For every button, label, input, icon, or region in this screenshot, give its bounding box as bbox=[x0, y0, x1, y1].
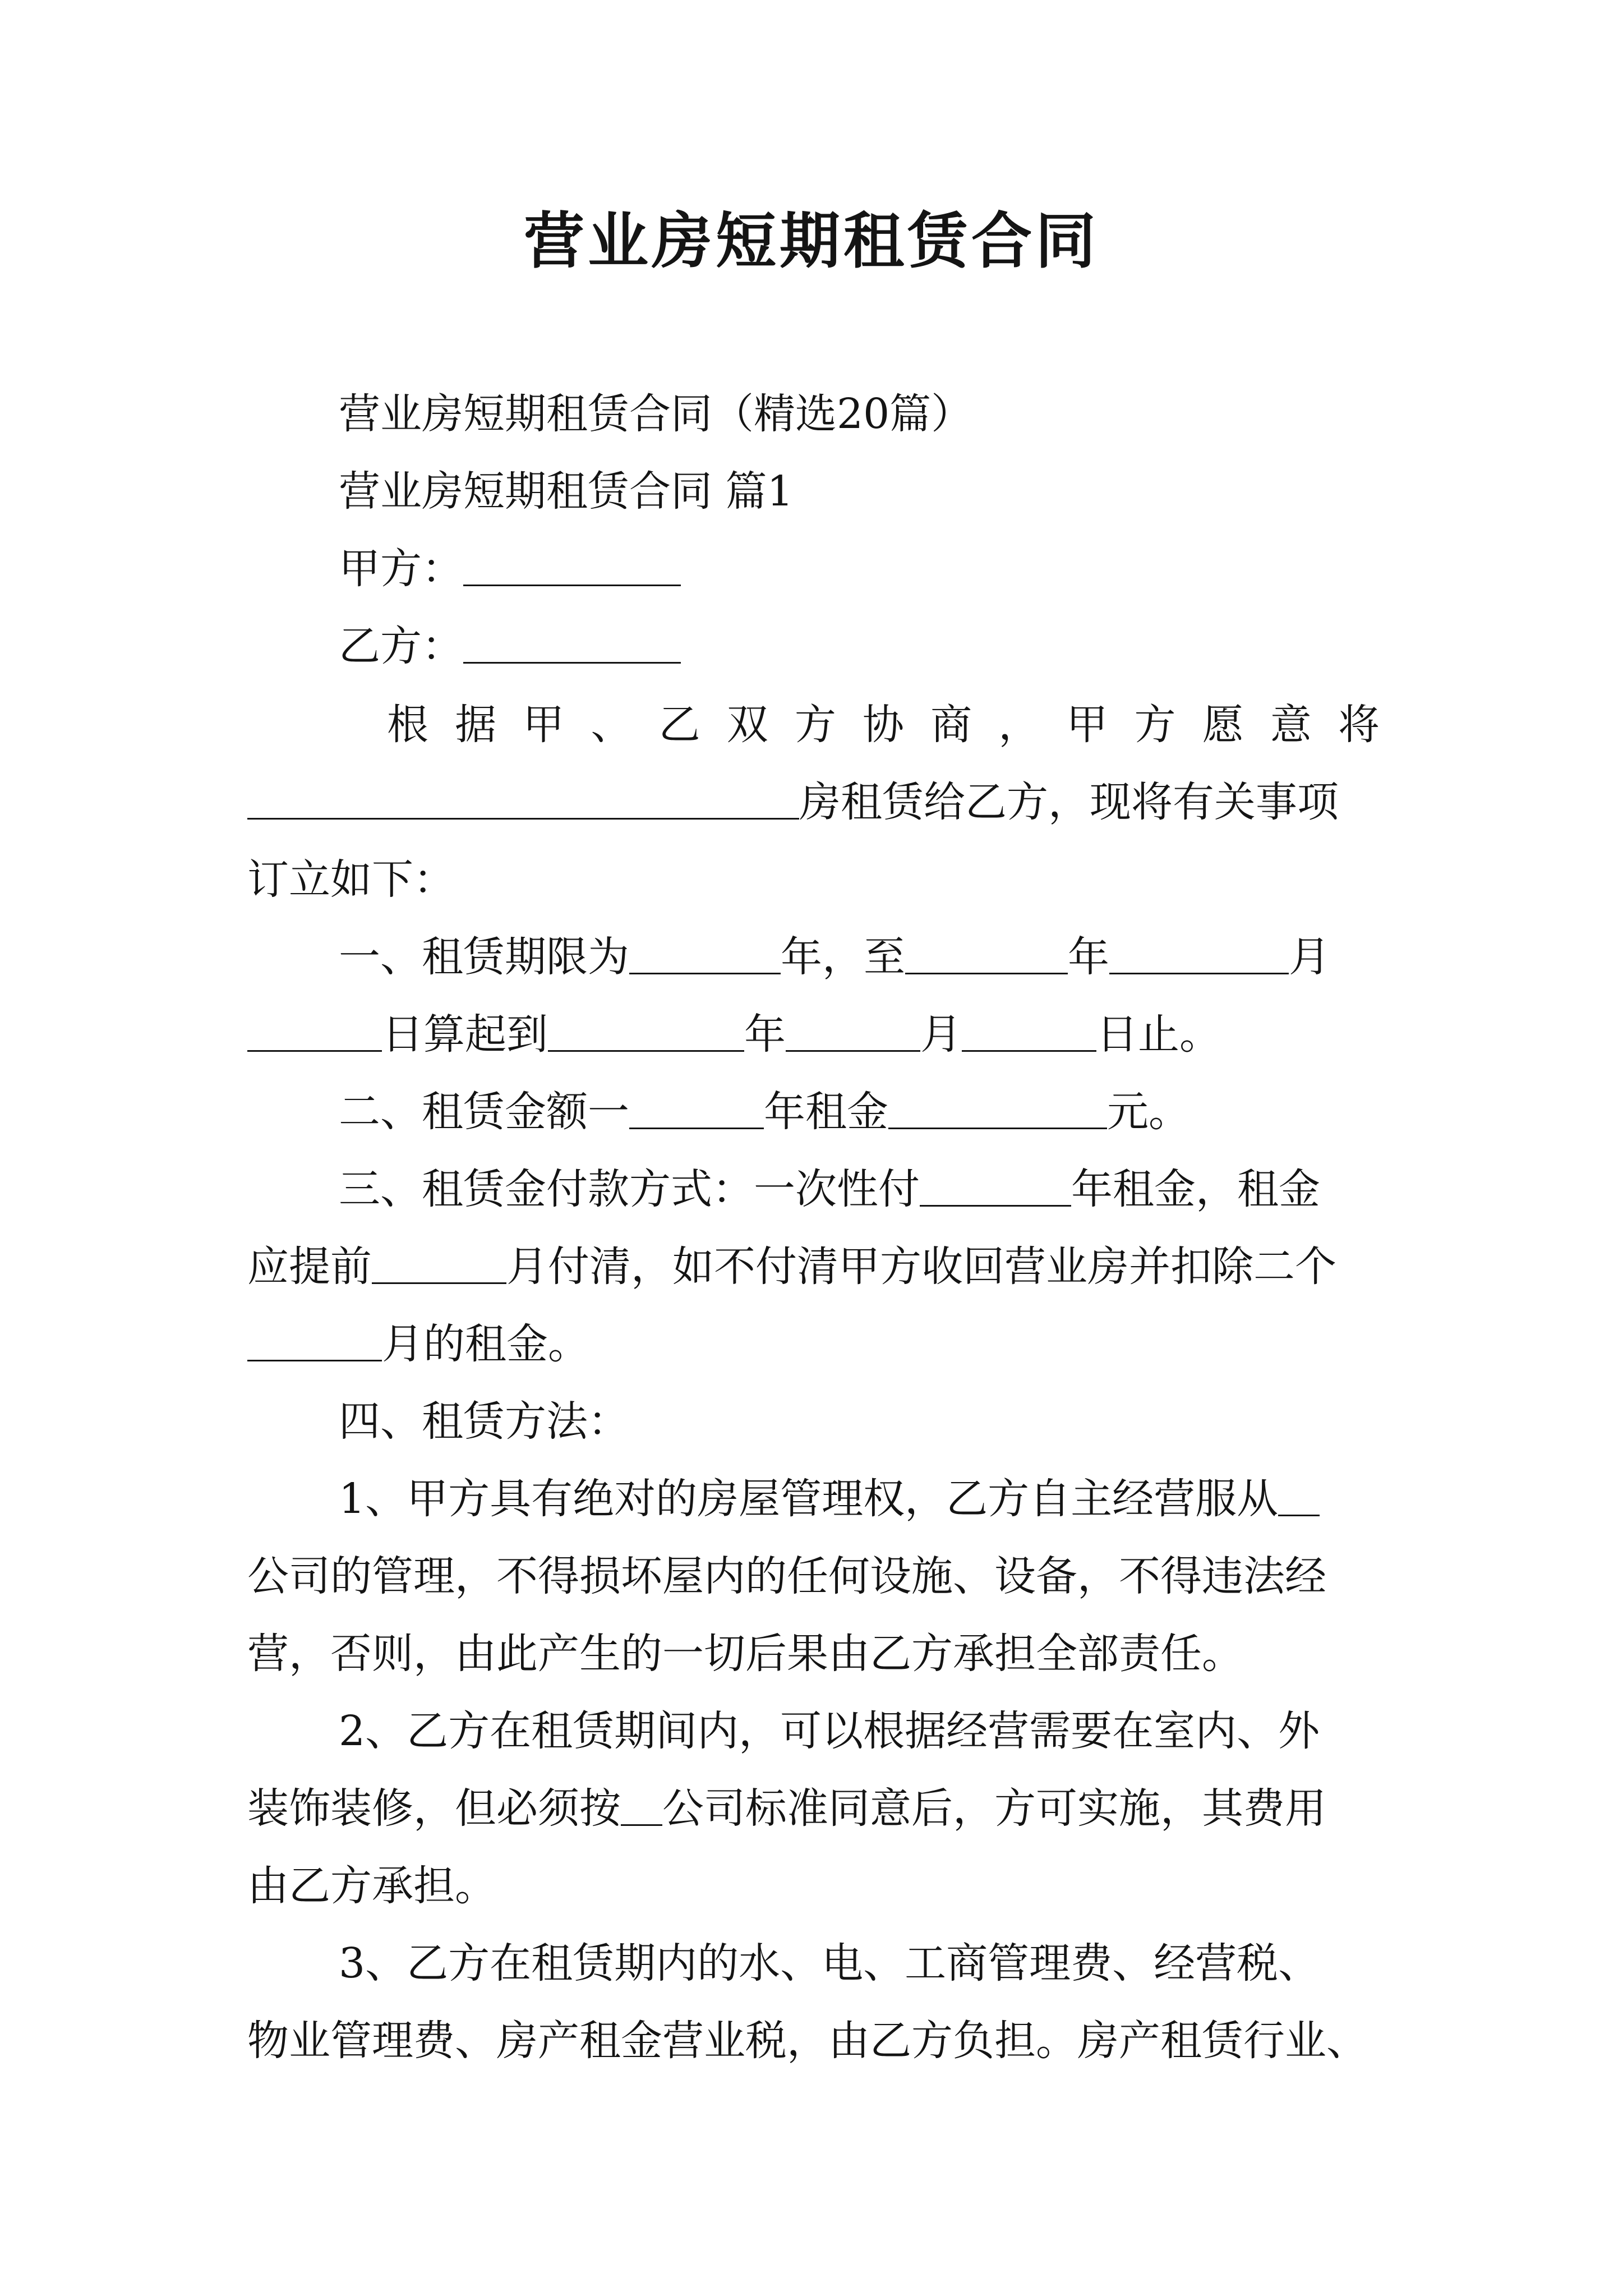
spaced-char: 愿 bbox=[1202, 701, 1244, 749]
party-a-label: 甲方： bbox=[339, 545, 463, 593]
clause-text: 一、租赁期限为 bbox=[339, 933, 629, 981]
spaced-char: 商 bbox=[930, 701, 972, 749]
end-month-blank bbox=[786, 1018, 920, 1052]
spaced-char: 、 bbox=[591, 701, 633, 749]
paragraph-text: 订立如下： bbox=[247, 855, 455, 904]
clause-text: 元。 bbox=[1107, 1088, 1190, 1136]
clause-item-line bbox=[0, 1859, 1623, 1913]
party-a-line bbox=[0, 542, 1623, 596]
clause-item-line bbox=[0, 1472, 1623, 1526]
party-b-label: 乙方： bbox=[339, 622, 463, 670]
clause-text: 年 bbox=[744, 1010, 786, 1059]
clause-payment-line bbox=[0, 1162, 1623, 1216]
clause-item-line bbox=[0, 1936, 1623, 1990]
start-month-blank bbox=[1109, 940, 1289, 974]
clause-text: 三、租赁金付款方式：一次性付 bbox=[339, 1165, 920, 1213]
clause-text: 3、乙方在租赁期内的水、电、工商管理费、经营税、 bbox=[339, 1939, 1320, 1987]
end-year-blank bbox=[548, 1018, 744, 1052]
payment-years-blank bbox=[920, 1172, 1071, 1207]
clause-text: 年租金 bbox=[764, 1088, 888, 1136]
clause-text: 年 bbox=[1068, 933, 1109, 981]
clause-text: 物业管理费、房产租金营业税，由乙方负担。房产租赁行业、 bbox=[247, 2017, 1368, 2065]
clause-item-line bbox=[0, 1549, 1623, 1603]
term-years-blank bbox=[629, 940, 781, 974]
spaced-char: 方 bbox=[1134, 701, 1176, 749]
section-heading bbox=[0, 464, 1623, 518]
spaced-paragraph-line bbox=[387, 698, 1380, 752]
start-year-blank bbox=[905, 940, 1068, 974]
paragraph-line bbox=[0, 853, 1623, 907]
clause-text: 年租金，租金 bbox=[1071, 1165, 1320, 1213]
spaced-char: 意 bbox=[1270, 701, 1312, 749]
advance-months-blank bbox=[372, 1250, 506, 1284]
party-a-blank bbox=[463, 552, 681, 586]
clause-method-heading bbox=[0, 1395, 1623, 1448]
section-heading-text: 营业房短期租赁合同 篇1 bbox=[339, 467, 794, 516]
amount-value-blank bbox=[888, 1095, 1107, 1129]
clause-payment-line bbox=[0, 1240, 1623, 1294]
clause-text: 1、甲方具有绝对的房屋管理权，乙方自主经营服从 bbox=[339, 1475, 1279, 1523]
clause-item-line bbox=[0, 1782, 1623, 1835]
company-blank bbox=[621, 1792, 662, 1826]
clause-item-line bbox=[0, 1627, 1623, 1681]
clause-text: 二、租赁金额一 bbox=[339, 1088, 629, 1136]
clause-text: 公司的管理，不得损坏屋内的任何设施、设备，不得违法经 bbox=[247, 1552, 1326, 1600]
document-title: 营业房短期租赁合同 bbox=[523, 206, 1099, 277]
clause-payment-line bbox=[0, 1317, 1623, 1371]
spaced-char: 方 bbox=[794, 701, 836, 749]
penalty-months-blank bbox=[247, 1327, 382, 1361]
party-b-blank bbox=[463, 629, 681, 664]
amount-years-blank bbox=[629, 1095, 764, 1129]
clause-text: 月的租金。 bbox=[382, 1320, 589, 1368]
spaced-char: 将 bbox=[1338, 701, 1380, 749]
spaced-char: ， bbox=[998, 701, 1040, 749]
subtitle-line bbox=[0, 387, 1623, 441]
clause-text: 月 bbox=[1289, 933, 1330, 981]
clause-text: 月付清，如不付清甲方收回营业房并扣除二个 bbox=[506, 1243, 1336, 1291]
spaced-char: 协 bbox=[862, 701, 904, 749]
clause-text: 日算起到 bbox=[382, 1010, 548, 1059]
clause-text: 应提前 bbox=[247, 1243, 372, 1291]
start-day-blank bbox=[247, 1018, 382, 1052]
clause-text: 月 bbox=[920, 1010, 962, 1059]
spaced-char: 甲 bbox=[1066, 701, 1108, 749]
clause-text: 装饰装修，但必须按 bbox=[247, 1784, 621, 1833]
spaced-char: 根 bbox=[387, 701, 428, 749]
clause-text: 公司标准同意后，方可实施，其费用 bbox=[662, 1784, 1326, 1833]
party-b-line bbox=[0, 619, 1623, 673]
clause-term-line bbox=[0, 930, 1623, 984]
company-blank bbox=[1278, 1482, 1320, 1516]
spaced-char: 双 bbox=[726, 701, 768, 749]
clause-text: 2、乙方在租赁期间内，可以根据经营需要在室内、外 bbox=[339, 1707, 1320, 1755]
clause-text: 营，否则，由此产生的一切后果由乙方承担全部责任。 bbox=[247, 1630, 1243, 1678]
clause-item-line bbox=[0, 1704, 1623, 1758]
spaced-char: 乙 bbox=[658, 701, 700, 749]
paragraph-text: 房租赁给乙方，现将有关事项 bbox=[799, 778, 1339, 826]
subtitle-text: 营业房短期租赁合同（精选20篇） bbox=[339, 390, 973, 438]
property-blank bbox=[247, 785, 799, 820]
end-day-blank bbox=[962, 1018, 1096, 1052]
spaced-char: 据 bbox=[455, 701, 497, 749]
clause-text: 年，至 bbox=[781, 933, 905, 981]
clause-text: 由乙方承担。 bbox=[247, 1862, 496, 1910]
clause-text: 四、租赁方法： bbox=[339, 1397, 629, 1446]
spaced-char: 甲 bbox=[523, 701, 565, 749]
clause-item-line bbox=[0, 2014, 1623, 2068]
clause-text: 日止。 bbox=[1096, 1010, 1221, 1059]
clause-amount-line bbox=[0, 1085, 1623, 1139]
clause-term-line bbox=[0, 1007, 1623, 1061]
paragraph-line bbox=[0, 775, 1623, 829]
